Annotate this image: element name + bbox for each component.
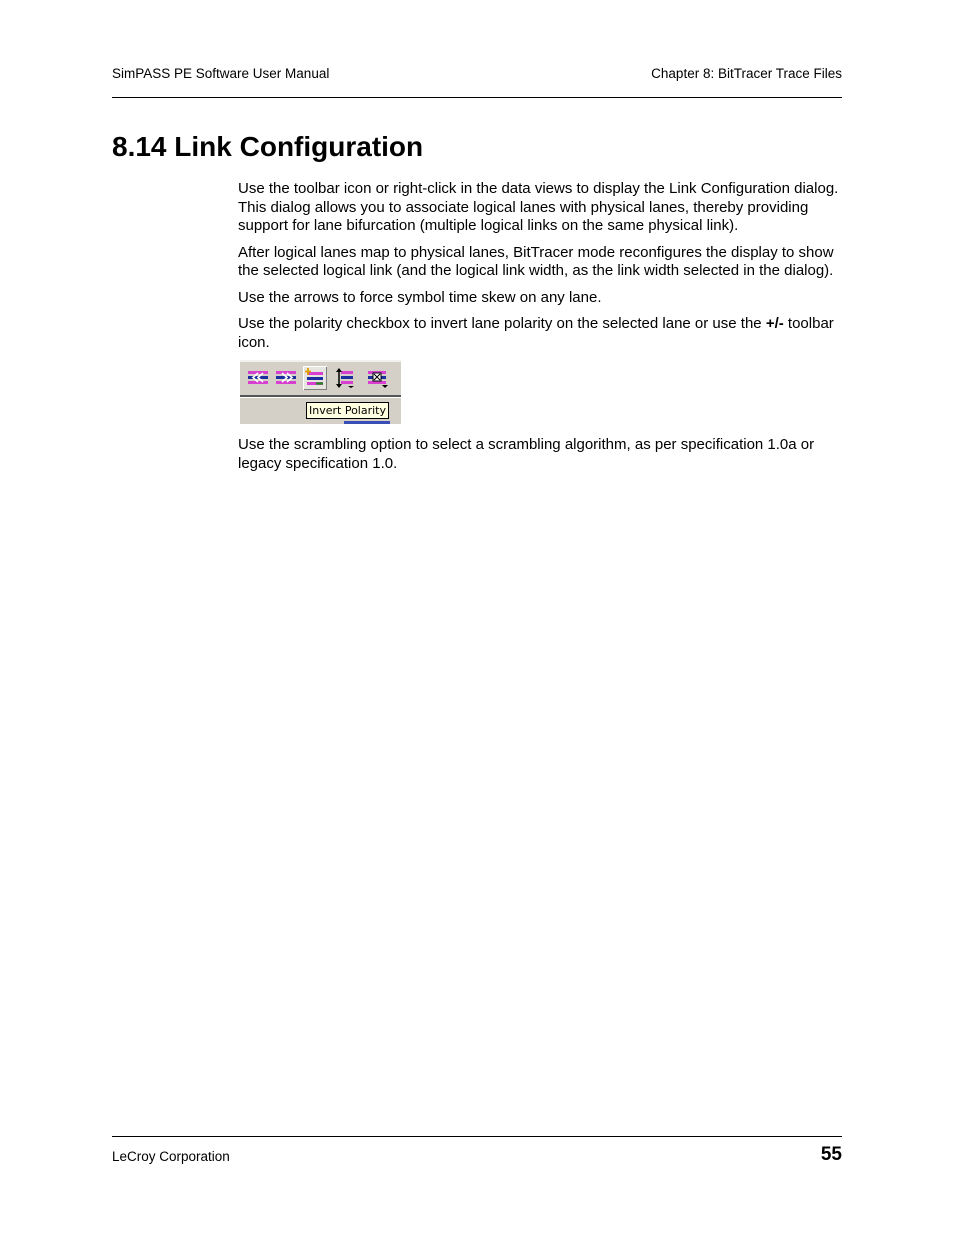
paragraph-scrambling: Use the scrambling option to select a scrambling algorithm, as per specification 1.0a or legacy specification 1.0. (238, 436, 815, 472)
toolbar-separator-highlight (240, 397, 401, 398)
skew-right-button (274, 366, 298, 390)
header-rule (112, 97, 842, 98)
paragraph-link-config-intro: Use the toolbar icon or right-click in the data views to display the Link Configuration dialog. This dialog allows you to associate logical lanes with physical lanes, thereby providing support for lane bifurcation (multiple logical links on the same physical link). (238, 180, 839, 234)
paragraph-arrows-skew: Use the arrows to force symbol time skew on any lane. (238, 288, 602, 306)
section-title: 8.14 Link Configuration (112, 131, 424, 162)
polarity-text-end: toolbar icon. (238, 315, 834, 351)
skew-left-button (246, 366, 270, 390)
running-header-chapter: Chapter 8: BitTracer Trace Files (651, 66, 842, 81)
invert-polarity-button (303, 366, 327, 390)
plus-minus-bold: +/- (765, 315, 784, 332)
lane-height-button (333, 366, 357, 390)
toolbar-highlight-line (240, 360, 401, 362)
lane-view-icon (368, 368, 388, 388)
footer-rule (112, 1136, 842, 1137)
invert-polarity-icon (305, 368, 325, 388)
invert-polarity-tooltip: Invert Polarity (306, 402, 389, 419)
page-number: 55 (820, 1144, 842, 1165)
paragraph-polarity (238, 315, 842, 352)
body-text (238, 180, 842, 481)
paragraph-logical-lanes: After logical lanes map to physical lanes, BitTracer mode reconfigures the display to show the selected logical link (and the logical link width, as the link width selected in the dialog). (238, 243, 834, 279)
running-header-title: SimPASS PE Software User Manual (112, 66, 330, 81)
lane-view-button (366, 366, 390, 390)
polarity-text-start: Use the polarity checkbox to invert lane polarity on the selected lane or use the (238, 315, 766, 332)
skew-right-icon (276, 368, 296, 388)
selection-strip (344, 421, 390, 424)
lane-height-icon (335, 368, 355, 388)
toolbar-screenshot (240, 360, 401, 424)
skew-left-icon (248, 368, 268, 388)
footer-company: LeCroy Corporation (112, 1149, 230, 1164)
